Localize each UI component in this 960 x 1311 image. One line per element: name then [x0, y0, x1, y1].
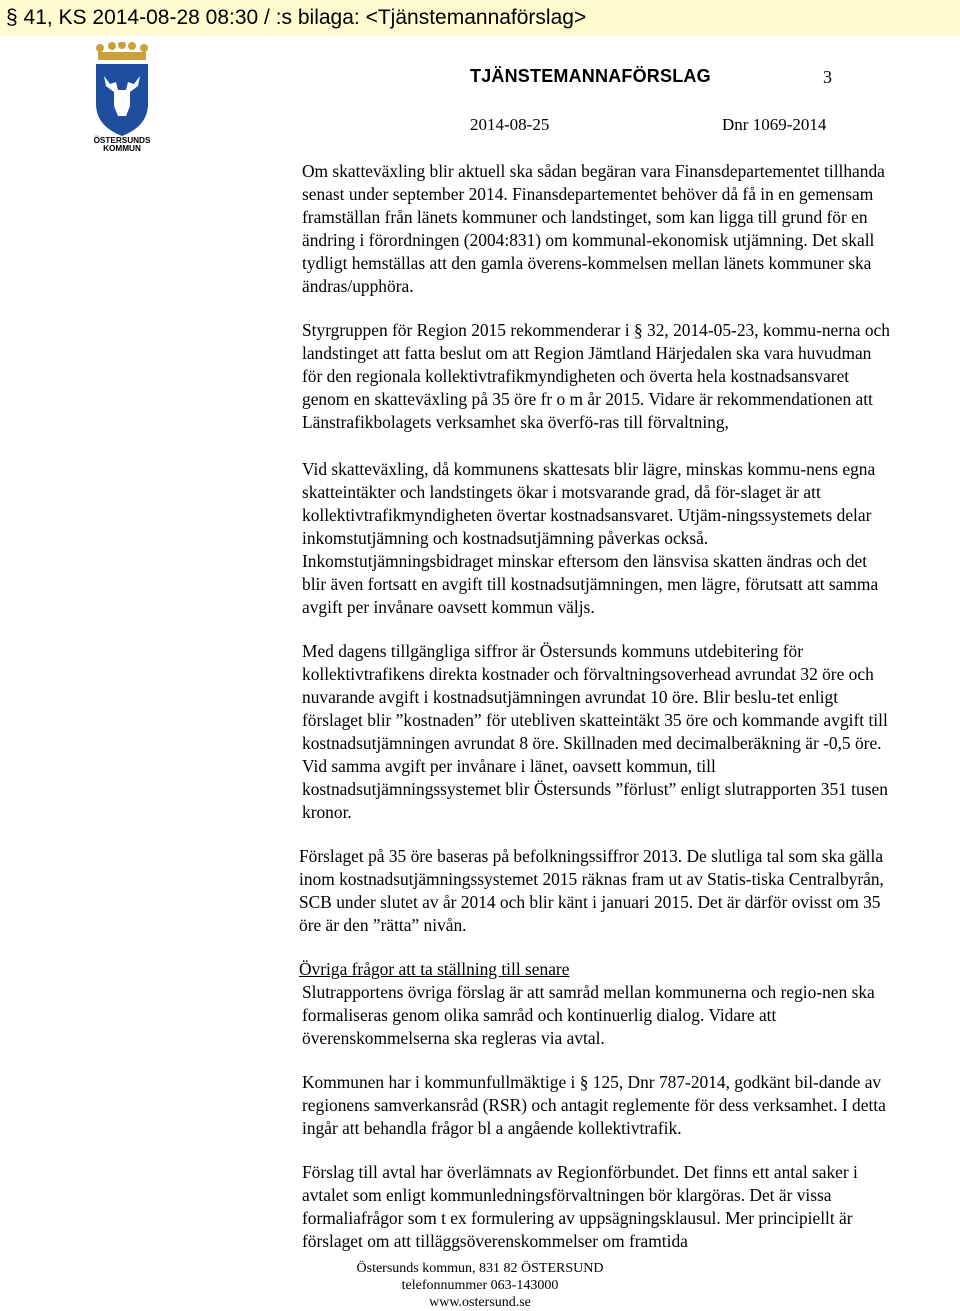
agenda-banner [0, 0, 960, 36]
banner-text: § 41, KS 2014-08-28 08:30 / :s bilaga: <Tjänstemannaförslag> [6, 6, 587, 29]
document-registration-number: Dnr 1069-2014 [722, 115, 827, 134]
logo-text-line2: KOMMUN [103, 144, 141, 152]
paragraph: Slutrapportens övriga förslag är att samråd mellan kommunerna och regio-nen ska formaliseras genom olika samråd och kontinuerlig dialog. Vidare att överenskommelserna ska regleras via avtal. [302, 982, 875, 1048]
paragraph: Vid skatteväxling, då kommunens skattesats blir lägre, minskas kommu-nens egna skatteintäkter och landstingets ökar i motsvarande grad, då för-slaget är att kollektivtrafikmyndigheten övertar kostnadsansvaret. Utjäm-ningssystemets delar inkomstutjämning och kostnadsutjämning påverkas också. Inkomstutjämningsbidraget minskar eftersom den länsvisa skatten ändras och det blir även fortsatt en avgift till kostnadsutjämningen, men lägre, förutsatt att samma avgift per invånare oavsett kommun väljs. [302, 459, 879, 617]
document-body [299, 160, 894, 1274]
paragraph: Styrgruppen för Region 2015 rekommenderar i § 32, 2014-05-23, kommu-nerna och landstinget att fatta beslut om att Region Jämtland Härjedalen ska vara huvudman för den regionala kollektivtrafikmyndigheten och överta hela kostnadsansvaret genom en skatteväxling på 35 öre fr o m år 2015. Vidare är rekommendationen att Länstrafikbolagets verksamhet ska överfö-ras till förvaltning, [302, 320, 890, 432]
page-number: 3 [823, 67, 832, 87]
page-footer [300, 1260, 660, 1311]
logo-text-line1: ÖSTERSUNDS [93, 136, 151, 145]
footer-website: www.ostersund.se [429, 1295, 531, 1310]
section-heading: Övriga frågor att ta ställning till senare [299, 959, 570, 979]
footer-address: Östersunds kommun, 831 82 ÖSTERSUND [356, 1261, 604, 1276]
paragraph: Med dagens tillgängliga siffror är Östersunds kommuns utdebitering för kollektivtrafikens direkta kostnader och förvaltningsoverhead avrundat 32 öre och nuvarande avgift i kostnadsutjämningen avrundat 10 öre. Blir beslu-tet enligt förslaget blir ”kostnaden” för utebliven skatteintäkt 35 öre och kommande avgift till kostnadsutjämningen avrundat 8 öre. Skillnaden med decimalberäkning är -0,5 öre. Vid samma avgift per invånare i länet, oavsett kommun, till kostnadsutjämningssystemet blir Östersunds ”förlust” enligt slutrapporten 351 tusen kronor. [302, 641, 888, 822]
footer-phone: telefonnummer 063-143000 [401, 1278, 559, 1293]
paragraph: Förslag till avtal har överlämnats av Regionförbundet. Det finns ett antal saker i avtalet som enligt kommunledningsförvaltningen bör klargöras. Det är vissa formaliafrågor som t ex formulering av uppsägningsklausul. Mer principiellt är förslaget om att tilläggsöverenskommelser om framtida [302, 1162, 858, 1251]
municipality-coat-of-arms-logo [88, 42, 156, 152]
document-type: TJÄNSTEMANNAFÖRSLAG [470, 66, 711, 86]
paragraph: Förslaget på 35 öre baseras på befolkningssiffror 2013. De slutliga tal som ska gälla inom kostnadsutjämningssystemet 2015 räknas fram ut av Statis-tiska Centralbyrån, SCB under slutet av år 2014 och blir känt i januari 2015. Det är därför ovisst om 35 öre är den ”rätta” nivån. [299, 846, 884, 935]
paragraph: Kommunen har i kommunfullmäktige i § 125, Dnr 787-2014, godkänt bil-dande av regionens samverkansråd (RSR) och antagit reglemente för dess verksamhet. I detta ingår att behandla frågor bl a angående kollektivtrafik. [302, 1072, 886, 1138]
document-date: 2014-08-25 [470, 115, 550, 134]
paragraph: Om skatteväxling blir aktuell ska sådan begäran vara Finansdepartementet tillhanda senast under september 2014. Finansdepartementet behöver då få in en gemensam framställan från länets kommuner och landstinget, som kan ligga till grund för en ändring i förordningen (2004:831) om kommunal-ekonomisk utjämning. Det skall tydligt hemställas att den gamla överens-kommelsen mellan länets kommuner ska ändras/upphöra. [302, 161, 885, 296]
